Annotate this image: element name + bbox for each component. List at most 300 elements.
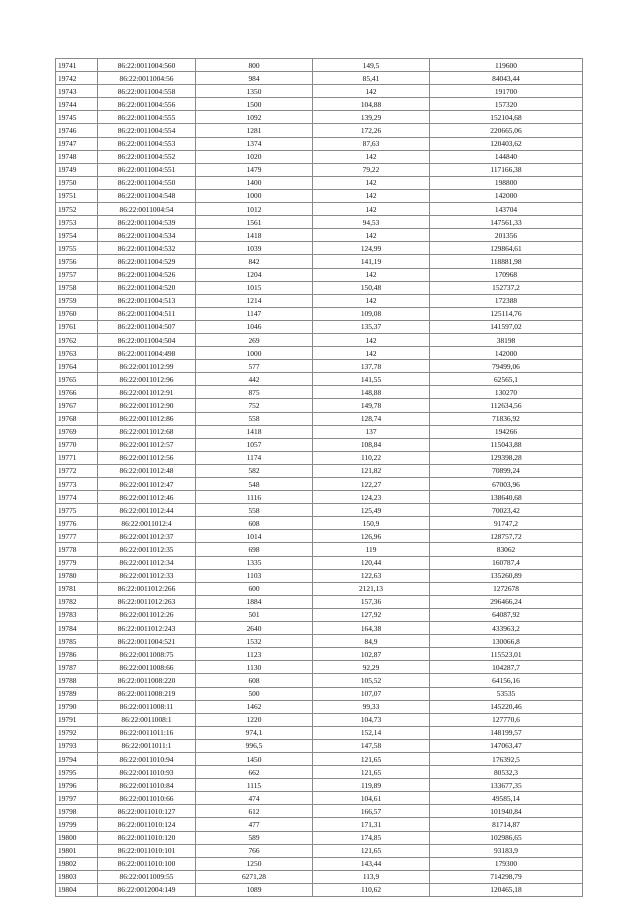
row-number-cell: 19744 xyxy=(56,98,98,111)
cadastral-number-cell: 86:22:0011012:37 xyxy=(98,530,196,543)
specific-value-cell: 99,33 xyxy=(313,700,430,713)
row-number-cell: 19800 xyxy=(56,831,98,844)
table-row xyxy=(56,569,583,582)
table-row xyxy=(56,176,583,189)
area-cell: 1000 xyxy=(196,347,313,360)
cadastral-value-cell: 143704 xyxy=(430,203,583,216)
table-row xyxy=(56,622,583,635)
cadastral-value-cell: 433963,2 xyxy=(430,622,583,635)
cadastral-value-cell: 80532,3 xyxy=(430,766,583,779)
cadastral-number-cell: 86:22:0011012:44 xyxy=(98,504,196,517)
area-cell: 1462 xyxy=(196,700,313,713)
cadastral-value-cell: 176392,5 xyxy=(430,752,583,765)
table-row xyxy=(56,150,583,163)
cadastral-number-cell: 86:22:0011010:66 xyxy=(98,792,196,805)
area-cell: 1103 xyxy=(196,569,313,582)
specific-value-cell: 107,07 xyxy=(313,687,430,700)
cadastral-value-cell: 64156,16 xyxy=(430,674,583,687)
cadastral-number-cell: 86:22:0011012:86 xyxy=(98,412,196,425)
table-row xyxy=(56,543,583,556)
cadastral-value-cell: 102986,65 xyxy=(430,831,583,844)
cadastral-value-cell: 38198 xyxy=(430,333,583,346)
table-row xyxy=(56,687,583,700)
table-row xyxy=(56,451,583,464)
table-row xyxy=(56,229,583,242)
area-cell: 608 xyxy=(196,674,313,687)
table-row xyxy=(56,307,583,320)
area-cell: 1039 xyxy=(196,242,313,255)
area-cell: 984 xyxy=(196,72,313,85)
cadastral-value-cell: 53535 xyxy=(430,687,583,700)
table-row xyxy=(56,517,583,530)
specific-value-cell: 142 xyxy=(313,294,430,307)
specific-value-cell: 125,49 xyxy=(313,504,430,517)
specific-value-cell: 171,31 xyxy=(313,818,430,831)
specific-value-cell: 164,38 xyxy=(313,622,430,635)
row-number-cell: 19802 xyxy=(56,857,98,870)
table-row xyxy=(56,189,583,202)
cadastral-value-cell: 125114,76 xyxy=(430,307,583,320)
cadastral-value-cell: 148199,57 xyxy=(430,726,583,739)
area-cell: 1115 xyxy=(196,779,313,792)
area-cell: 996,5 xyxy=(196,739,313,752)
cadastral-number-cell: 86:22:0011012:90 xyxy=(98,399,196,412)
area-cell: 1046 xyxy=(196,320,313,333)
cadastral-number-cell: 86:22:0011009:55 xyxy=(98,870,196,883)
row-number-cell: 19779 xyxy=(56,556,98,569)
specific-value-cell: 127,92 xyxy=(313,608,430,621)
cadastral-number-cell: 86:22:0011011:16 xyxy=(98,726,196,739)
row-number-cell: 19801 xyxy=(56,844,98,857)
cadastral-number-cell: 86:22:0011008:66 xyxy=(98,661,196,674)
area-cell: 474 xyxy=(196,792,313,805)
row-number-cell: 19741 xyxy=(56,59,98,72)
row-number-cell: 19793 xyxy=(56,739,98,752)
cadastral-number-cell: 86:22:0011004:552 xyxy=(98,150,196,163)
area-cell: 1020 xyxy=(196,150,313,163)
row-number-cell: 19765 xyxy=(56,373,98,386)
cadastral-value-cell: 120403,62 xyxy=(430,137,583,150)
table-body xyxy=(56,59,583,897)
cadastral-number-cell: 86:22:0011004:526 xyxy=(98,268,196,281)
table-row xyxy=(56,98,583,111)
area-cell: 1374 xyxy=(196,137,313,150)
cadastral-number-cell: 86:22:0011012:91 xyxy=(98,386,196,399)
cadastral-number-cell: 86:22:0011012:243 xyxy=(98,622,196,635)
row-number-cell: 19769 xyxy=(56,425,98,438)
cadastral-number-cell: 86:22:0011012:96 xyxy=(98,373,196,386)
table-row xyxy=(56,333,583,346)
cadastral-number-cell: 86:22:0011004:539 xyxy=(98,216,196,229)
area-cell: 2640 xyxy=(196,622,313,635)
specific-value-cell: 122,27 xyxy=(313,478,430,491)
table-row xyxy=(56,85,583,98)
specific-value-cell: 142 xyxy=(313,268,430,281)
row-number-cell: 19774 xyxy=(56,491,98,504)
specific-value-cell: 120,44 xyxy=(313,556,430,569)
area-cell: 548 xyxy=(196,478,313,491)
cadastral-number-cell: 86:22:0011012:47 xyxy=(98,478,196,491)
table-row xyxy=(56,648,583,661)
area-cell: 875 xyxy=(196,386,313,399)
table-row xyxy=(56,124,583,137)
table-row xyxy=(56,595,583,608)
specific-value-cell: 166,57 xyxy=(313,805,430,818)
cadastral-number-cell: 86:22:0011004:532 xyxy=(98,242,196,255)
cadastral-value-cell: 138640,68 xyxy=(430,491,583,504)
specific-value-cell: 121,65 xyxy=(313,752,430,765)
cadastral-value-cell: 147063,47 xyxy=(430,739,583,752)
row-number-cell: 19763 xyxy=(56,347,98,360)
cadastral-number-cell: 86:22:0011011:1 xyxy=(98,739,196,752)
row-number-cell: 19759 xyxy=(56,294,98,307)
table-row xyxy=(56,726,583,739)
area-cell: 1479 xyxy=(196,163,313,176)
cadastral-number-cell: 86:22:0011004:56 xyxy=(98,72,196,85)
row-number-cell: 19771 xyxy=(56,451,98,464)
cadastral-number-cell: 86:22:0011004:560 xyxy=(98,59,196,72)
area-cell: 842 xyxy=(196,255,313,268)
area-cell: 500 xyxy=(196,687,313,700)
cadastral-value-cell: 152737,2 xyxy=(430,281,583,294)
specific-value-cell: 141,19 xyxy=(313,255,430,268)
table-row xyxy=(56,59,583,72)
specific-value-cell: 85,41 xyxy=(313,72,430,85)
specific-value-cell: 128,74 xyxy=(313,412,430,425)
specific-value-cell: 119,89 xyxy=(313,779,430,792)
row-number-cell: 19797 xyxy=(56,792,98,805)
specific-value-cell: 137,78 xyxy=(313,360,430,373)
table-row xyxy=(56,268,583,281)
specific-value-cell: 150,9 xyxy=(313,517,430,530)
table-row xyxy=(56,752,583,765)
specific-value-cell: 113,9 xyxy=(313,870,430,883)
specific-value-cell: 142 xyxy=(313,333,430,346)
table-row xyxy=(56,425,583,438)
cadastral-number-cell: 86:22:0011008:1 xyxy=(98,713,196,726)
cadastral-number-cell: 86:22:0011004:498 xyxy=(98,347,196,360)
table-row xyxy=(56,831,583,844)
area-cell: 1012 xyxy=(196,203,313,216)
area-cell: 698 xyxy=(196,543,313,556)
cadastral-number-cell: 86:22:0011012:68 xyxy=(98,425,196,438)
table-row xyxy=(56,72,583,85)
area-cell: 1884 xyxy=(196,595,313,608)
row-number-cell: 19768 xyxy=(56,412,98,425)
area-cell: 1400 xyxy=(196,176,313,189)
row-number-cell: 19792 xyxy=(56,726,98,739)
cadastral-value-cell: 117166,38 xyxy=(430,163,583,176)
cadastral-value-cell: 118881,98 xyxy=(430,255,583,268)
table-row xyxy=(56,491,583,504)
cadastral-value-cell: 79499,06 xyxy=(430,360,583,373)
row-number-cell: 19775 xyxy=(56,504,98,517)
row-number-cell: 19799 xyxy=(56,818,98,831)
cadastral-value-cell: 147561,33 xyxy=(430,216,583,229)
area-cell: 800 xyxy=(196,59,313,72)
cadastral-number-cell: 86:22:0011012:26 xyxy=(98,608,196,621)
cadastral-value-cell: 145220,46 xyxy=(430,700,583,713)
cadastral-number-cell: 86:22:0011004:554 xyxy=(98,124,196,137)
specific-value-cell: 149,78 xyxy=(313,399,430,412)
specific-value-cell: 141,55 xyxy=(313,373,430,386)
cadastral-value-cell: 141597,02 xyxy=(430,320,583,333)
table-row xyxy=(56,779,583,792)
table-row xyxy=(56,608,583,621)
area-cell: 974,1 xyxy=(196,726,313,739)
cadastral-value-cell: 70899,24 xyxy=(430,464,583,477)
area-cell: 1281 xyxy=(196,124,313,137)
area-cell: 1014 xyxy=(196,530,313,543)
row-number-cell: 19790 xyxy=(56,700,98,713)
table-row xyxy=(56,844,583,857)
cadastral-value-cell: 119600 xyxy=(430,59,583,72)
cadastral-number-cell: 86:22:0011004:521 xyxy=(98,635,196,648)
specific-value-cell: 137 xyxy=(313,425,430,438)
cadastral-number-cell: 86:22:0011004:551 xyxy=(98,163,196,176)
row-number-cell: 19762 xyxy=(56,333,98,346)
specific-value-cell: 104,88 xyxy=(313,98,430,111)
cadastral-number-cell: 86:22:0011012:99 xyxy=(98,360,196,373)
specific-value-cell: 172,26 xyxy=(313,124,430,137)
row-number-cell: 19776 xyxy=(56,517,98,530)
area-cell: 752 xyxy=(196,399,313,412)
cadastral-number-cell: 86:22:0011012:266 xyxy=(98,582,196,595)
table-row xyxy=(56,320,583,333)
specific-value-cell: 121,65 xyxy=(313,844,430,857)
cadastral-number-cell: 86:22:0011010:100 xyxy=(98,857,196,870)
cadastral-number-cell: 86:22:0011012:4 xyxy=(98,517,196,530)
table-row xyxy=(56,556,583,569)
table-row xyxy=(56,242,583,255)
cadastral-value-cell: 129398,28 xyxy=(430,451,583,464)
cadastral-value-cell: 71836,92 xyxy=(430,412,583,425)
specific-value-cell: 149,5 xyxy=(313,59,430,72)
table-row xyxy=(56,792,583,805)
row-number-cell: 19789 xyxy=(56,687,98,700)
cadastral-value-cell: 220665,06 xyxy=(430,124,583,137)
cadastral-value-cell: 135260,89 xyxy=(430,569,583,582)
specific-value-cell: 148,88 xyxy=(313,386,430,399)
cadastral-value-cell: 115523,01 xyxy=(430,648,583,661)
cadastral-value-cell: 152104,68 xyxy=(430,111,583,124)
area-cell: 501 xyxy=(196,608,313,621)
area-cell: 1089 xyxy=(196,883,313,896)
cadastral-number-cell: 86:22:0011008:219 xyxy=(98,687,196,700)
area-cell: 558 xyxy=(196,504,313,517)
row-number-cell: 19745 xyxy=(56,111,98,124)
cadastral-number-cell: 86:22:0011004:550 xyxy=(98,176,196,189)
cadastral-number-cell: 86:22:0011010:84 xyxy=(98,779,196,792)
row-number-cell: 19786 xyxy=(56,648,98,661)
row-number-cell: 19748 xyxy=(56,150,98,163)
cadastral-value-cell: 133677,35 xyxy=(430,779,583,792)
area-cell: 1174 xyxy=(196,451,313,464)
table-row xyxy=(56,635,583,648)
row-number-cell: 19743 xyxy=(56,85,98,98)
cadastral-value-cell: 142000 xyxy=(430,347,583,360)
cadastral-number-cell: 86:22:0011004:520 xyxy=(98,281,196,294)
row-number-cell: 19754 xyxy=(56,229,98,242)
table-row xyxy=(56,412,583,425)
row-number-cell: 19780 xyxy=(56,569,98,582)
specific-value-cell: 104,61 xyxy=(313,792,430,805)
cadastral-value-cell: 194266 xyxy=(430,425,583,438)
row-number-cell: 19761 xyxy=(56,320,98,333)
row-number-cell: 19777 xyxy=(56,530,98,543)
row-number-cell: 19770 xyxy=(56,438,98,451)
area-cell: 1500 xyxy=(196,98,313,111)
cadastral-value-cell: 198800 xyxy=(430,176,583,189)
area-cell: 577 xyxy=(196,360,313,373)
area-cell: 442 xyxy=(196,373,313,386)
area-cell: 1000 xyxy=(196,189,313,202)
area-cell: 612 xyxy=(196,805,313,818)
table-row xyxy=(56,739,583,752)
row-number-cell: 19760 xyxy=(56,307,98,320)
area-cell: 1220 xyxy=(196,713,313,726)
area-cell: 662 xyxy=(196,766,313,779)
cadastral-number-cell: 86:22:0011012:263 xyxy=(98,595,196,608)
table-row xyxy=(56,582,583,595)
table-row xyxy=(56,111,583,124)
cadastral-value-cell: 120465,18 xyxy=(430,883,583,896)
area-cell: 1147 xyxy=(196,307,313,320)
table-row xyxy=(56,674,583,687)
specific-value-cell: 142 xyxy=(313,229,430,242)
table-row xyxy=(56,386,583,399)
cadastral-number-cell: 86:22:0011010:93 xyxy=(98,766,196,779)
cadastral-number-cell: 86:22:0011004:513 xyxy=(98,294,196,307)
area-cell: 558 xyxy=(196,412,313,425)
row-number-cell: 19798 xyxy=(56,805,98,818)
specific-value-cell: 142 xyxy=(313,150,430,163)
area-cell: 1204 xyxy=(196,268,313,281)
cadastral-number-cell: 86:22:0011010:120 xyxy=(98,831,196,844)
row-number-cell: 19794 xyxy=(56,752,98,765)
cadastral-value-cell: 714298,79 xyxy=(430,870,583,883)
row-number-cell: 19749 xyxy=(56,163,98,176)
specific-value-cell: 135,37 xyxy=(313,320,430,333)
row-number-cell: 19758 xyxy=(56,281,98,294)
cadastral-number-cell: 86:22:0011012:34 xyxy=(98,556,196,569)
cadastral-number-cell: 86:22:0011008:75 xyxy=(98,648,196,661)
specific-value-cell: 142 xyxy=(313,189,430,202)
specific-value-cell: 142 xyxy=(313,176,430,189)
cadastral-number-cell: 86:22:0011012:57 xyxy=(98,438,196,451)
area-cell: 1532 xyxy=(196,635,313,648)
cadastral-value-cell: 129864,61 xyxy=(430,242,583,255)
row-number-cell: 19788 xyxy=(56,674,98,687)
cadastral-value-cell: 179300 xyxy=(430,857,583,870)
specific-value-cell: 124,99 xyxy=(313,242,430,255)
specific-value-cell: 142 xyxy=(313,347,430,360)
row-number-cell: 19757 xyxy=(56,268,98,281)
table-row xyxy=(56,281,583,294)
specific-value-cell: 147,58 xyxy=(313,739,430,752)
table-row xyxy=(56,438,583,451)
cadastral-value-cell: 91747,2 xyxy=(430,517,583,530)
area-cell: 1450 xyxy=(196,752,313,765)
row-number-cell: 19783 xyxy=(56,608,98,621)
cadastral-value-cell: 130066,8 xyxy=(430,635,583,648)
cadastral-value-cell: 81714,87 xyxy=(430,818,583,831)
row-number-cell: 19795 xyxy=(56,766,98,779)
table-row xyxy=(56,766,583,779)
cadastral-number-cell: 86:22:0012004:149 xyxy=(98,883,196,896)
cadastral-number-cell: 86:22:0011004:507 xyxy=(98,320,196,333)
cadastral-value-cell: 49585,14 xyxy=(430,792,583,805)
row-number-cell: 19764 xyxy=(56,360,98,373)
table-row xyxy=(56,713,583,726)
row-number-cell: 19785 xyxy=(56,635,98,648)
table-row xyxy=(56,163,583,176)
table-row xyxy=(56,255,583,268)
cadastral-value-cell: 191700 xyxy=(430,85,583,98)
cadastral-value-cell: 201356 xyxy=(430,229,583,242)
table-row xyxy=(56,857,583,870)
row-number-cell: 19773 xyxy=(56,478,98,491)
specific-value-cell: 174,85 xyxy=(313,831,430,844)
cadastral-number-cell: 86:22:0011004:553 xyxy=(98,137,196,150)
area-cell: 477 xyxy=(196,818,313,831)
row-number-cell: 19787 xyxy=(56,661,98,674)
table-row xyxy=(56,137,583,150)
row-number-cell: 19751 xyxy=(56,189,98,202)
area-cell: 608 xyxy=(196,517,313,530)
table-row xyxy=(56,294,583,307)
cadastral-value-cell: 84043,44 xyxy=(430,72,583,85)
row-number-cell: 19752 xyxy=(56,203,98,216)
table-row xyxy=(56,504,583,517)
specific-value-cell: 109,08 xyxy=(313,307,430,320)
cadastral-number-cell: 86:22:0011012:35 xyxy=(98,543,196,556)
row-number-cell: 19766 xyxy=(56,386,98,399)
row-number-cell: 19796 xyxy=(56,779,98,792)
cadastral-number-cell: 86:22:0011004:54 xyxy=(98,203,196,216)
specific-value-cell: 150,48 xyxy=(313,281,430,294)
table-row xyxy=(56,360,583,373)
specific-value-cell: 105,52 xyxy=(313,674,430,687)
table-row xyxy=(56,216,583,229)
area-cell: 1092 xyxy=(196,111,313,124)
cadastral-number-cell: 86:22:0011010:124 xyxy=(98,818,196,831)
cadastral-number-cell: 86:22:0011004:529 xyxy=(98,255,196,268)
cadastral-value-cell: 112634,56 xyxy=(430,399,583,412)
cadastral-value-table xyxy=(55,58,583,897)
row-number-cell: 19803 xyxy=(56,870,98,883)
cadastral-value-cell: 67003,96 xyxy=(430,478,583,491)
specific-value-cell: 104,73 xyxy=(313,713,430,726)
cadastral-value-cell: 127770,6 xyxy=(430,713,583,726)
area-cell: 6271,28 xyxy=(196,870,313,883)
row-number-cell: 19756 xyxy=(56,255,98,268)
area-cell: 766 xyxy=(196,844,313,857)
specific-value-cell: 119 xyxy=(313,543,430,556)
row-number-cell: 19804 xyxy=(56,883,98,896)
area-cell: 1116 xyxy=(196,491,313,504)
area-cell: 582 xyxy=(196,464,313,477)
cadastral-number-cell: 86:22:0011004:558 xyxy=(98,85,196,98)
cadastral-value-cell: 93183,9 xyxy=(430,844,583,857)
area-cell: 600 xyxy=(196,582,313,595)
cadastral-number-cell: 86:22:0011012:48 xyxy=(98,464,196,477)
specific-value-cell: 142 xyxy=(313,203,430,216)
cadastral-number-cell: 86:22:0011004:556 xyxy=(98,98,196,111)
table-row xyxy=(56,347,583,360)
cadastral-number-cell: 86:22:0011004:548 xyxy=(98,189,196,202)
cadastral-value-cell: 1272678 xyxy=(430,582,583,595)
